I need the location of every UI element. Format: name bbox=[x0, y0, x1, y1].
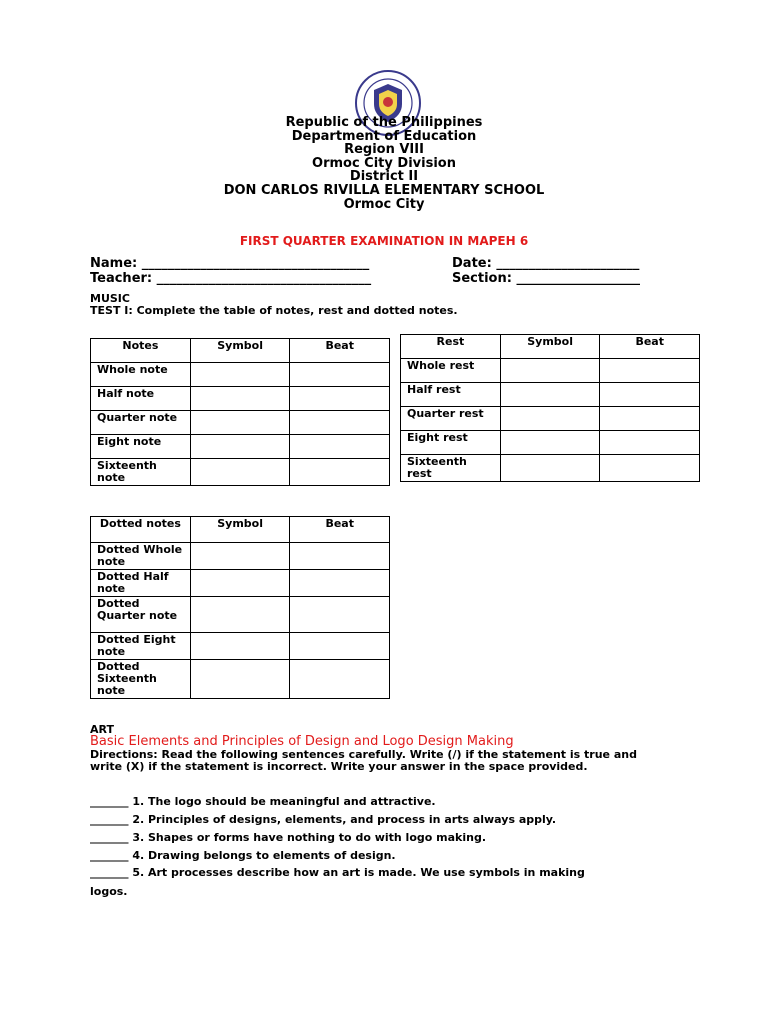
teacher-field[interactable]: Teacher: _________________________________ bbox=[90, 271, 372, 286]
row-label: Whole rest bbox=[401, 359, 501, 383]
table-header: Notes bbox=[91, 339, 191, 363]
symbol-cell[interactable] bbox=[190, 633, 290, 660]
beat-cell[interactable] bbox=[290, 435, 390, 459]
beat-cell[interactable] bbox=[290, 543, 390, 570]
row-label: Dotted Half note bbox=[91, 570, 191, 597]
row-label: Quarter rest bbox=[401, 407, 501, 431]
symbol-cell[interactable] bbox=[190, 597, 290, 633]
beat-cell[interactable] bbox=[600, 359, 700, 383]
beat-cell[interactable] bbox=[290, 387, 390, 411]
header-line: District II bbox=[349, 169, 419, 185]
table-header: Symbol bbox=[500, 335, 600, 359]
row-label: Eight rest bbox=[401, 431, 501, 455]
row-label: Half note bbox=[91, 387, 191, 411]
row-label: Dotted Sixteenth note bbox=[91, 660, 191, 699]
beat-cell[interactable] bbox=[290, 411, 390, 435]
symbol-cell[interactable] bbox=[190, 363, 290, 387]
table-header: Symbol bbox=[190, 339, 290, 363]
date-field[interactable]: Date: ______________________ bbox=[452, 256, 640, 271]
symbol-cell[interactable] bbox=[500, 455, 600, 482]
beat-cell[interactable] bbox=[290, 459, 390, 486]
rest-table bbox=[400, 334, 700, 482]
header-line: Department of Education bbox=[291, 128, 477, 144]
beat-cell[interactable] bbox=[600, 383, 700, 407]
header-line: Ormoc City Division bbox=[312, 155, 456, 171]
section-field[interactable]: Section: ___________________ bbox=[452, 271, 640, 286]
music-test-instruction: TEST I: Complete the table of notes, rest and dotted notes. bbox=[90, 304, 458, 317]
test-item[interactable]: _______ 4. Drawing belongs to elements of design. bbox=[90, 849, 396, 862]
table-header: Rest bbox=[401, 335, 501, 359]
row-label: Whole note bbox=[91, 363, 191, 387]
row-label: Dotted Whole note bbox=[91, 543, 191, 570]
row-label: Quarter note bbox=[91, 411, 191, 435]
row-label: Dotted Quarter note bbox=[91, 597, 191, 633]
beat-cell[interactable] bbox=[290, 597, 390, 633]
row-label: Half rest bbox=[401, 383, 501, 407]
table-header: Beat bbox=[600, 335, 700, 359]
symbol-cell[interactable] bbox=[500, 431, 600, 455]
exam-title: FIRST QUARTER EXAMINATION IN MAPEH 6 bbox=[239, 234, 529, 248]
table-header: Beat bbox=[290, 339, 390, 363]
row-label: Sixteenth rest bbox=[401, 455, 501, 482]
art-section-title: Basic Elements and Principles of Design and Logo Design Making bbox=[90, 734, 514, 749]
test-item-continuation: logos. bbox=[90, 885, 128, 898]
symbol-cell[interactable] bbox=[190, 660, 290, 699]
beat-cell[interactable] bbox=[600, 407, 700, 431]
symbol-cell[interactable] bbox=[190, 459, 290, 486]
dotted-notes-table bbox=[90, 516, 390, 699]
notes-table bbox=[90, 338, 390, 486]
table-header: Beat bbox=[290, 517, 390, 543]
beat-cell[interactable] bbox=[290, 363, 390, 387]
art-directions: Directions: Read the following sentences carefully. Write (/) if the statement is true and write (X) if the statement is incorrect. Write your answer in the space provided. bbox=[90, 748, 637, 773]
symbol-cell[interactable] bbox=[190, 411, 290, 435]
symbol-cell[interactable] bbox=[190, 570, 290, 597]
test-item[interactable]: _______ 1. The logo should be meaningful and attractive. bbox=[90, 795, 436, 808]
school-header bbox=[0, 116, 768, 211]
symbol-cell[interactable] bbox=[500, 359, 600, 383]
table-header: Symbol bbox=[190, 517, 290, 543]
header-line: Republic of the Philippines bbox=[285, 115, 483, 130]
test-item[interactable]: _______ 5. Art processes describe how an art is made. We use symbols in making bbox=[90, 866, 585, 879]
test-item[interactable]: _______ 2. Principles of designs, elements, and process in arts always apply. bbox=[90, 813, 557, 826]
beat-cell[interactable] bbox=[290, 570, 390, 597]
symbol-cell[interactable] bbox=[190, 543, 290, 570]
beat-cell[interactable] bbox=[290, 660, 390, 699]
header-line: DON CARLOS RIVILLA ELEMENTARY SCHOOL bbox=[223, 182, 545, 198]
beat-cell[interactable] bbox=[290, 633, 390, 660]
symbol-cell[interactable] bbox=[500, 383, 600, 407]
beat-cell[interactable] bbox=[600, 431, 700, 455]
table-header: Dotted notes bbox=[91, 517, 191, 543]
symbol-cell[interactable] bbox=[500, 407, 600, 431]
music-label: MUSIC bbox=[90, 292, 130, 305]
row-label: Eight note bbox=[91, 435, 191, 459]
symbol-cell[interactable] bbox=[190, 387, 290, 411]
art-label: ART bbox=[90, 723, 114, 736]
header-line: Region VIII bbox=[344, 142, 424, 158]
row-label: Sixteenth note bbox=[91, 459, 191, 486]
beat-cell[interactable] bbox=[600, 455, 700, 482]
row-label: Dotted Eight note bbox=[91, 633, 191, 660]
header-line: Ormoc City bbox=[343, 196, 425, 212]
test-item[interactable]: _______ 3. Shapes or forms have nothing to do with logo making. bbox=[90, 831, 486, 844]
symbol-cell[interactable] bbox=[190, 435, 290, 459]
name-field[interactable]: Name: ___________________________________ bbox=[90, 256, 370, 271]
